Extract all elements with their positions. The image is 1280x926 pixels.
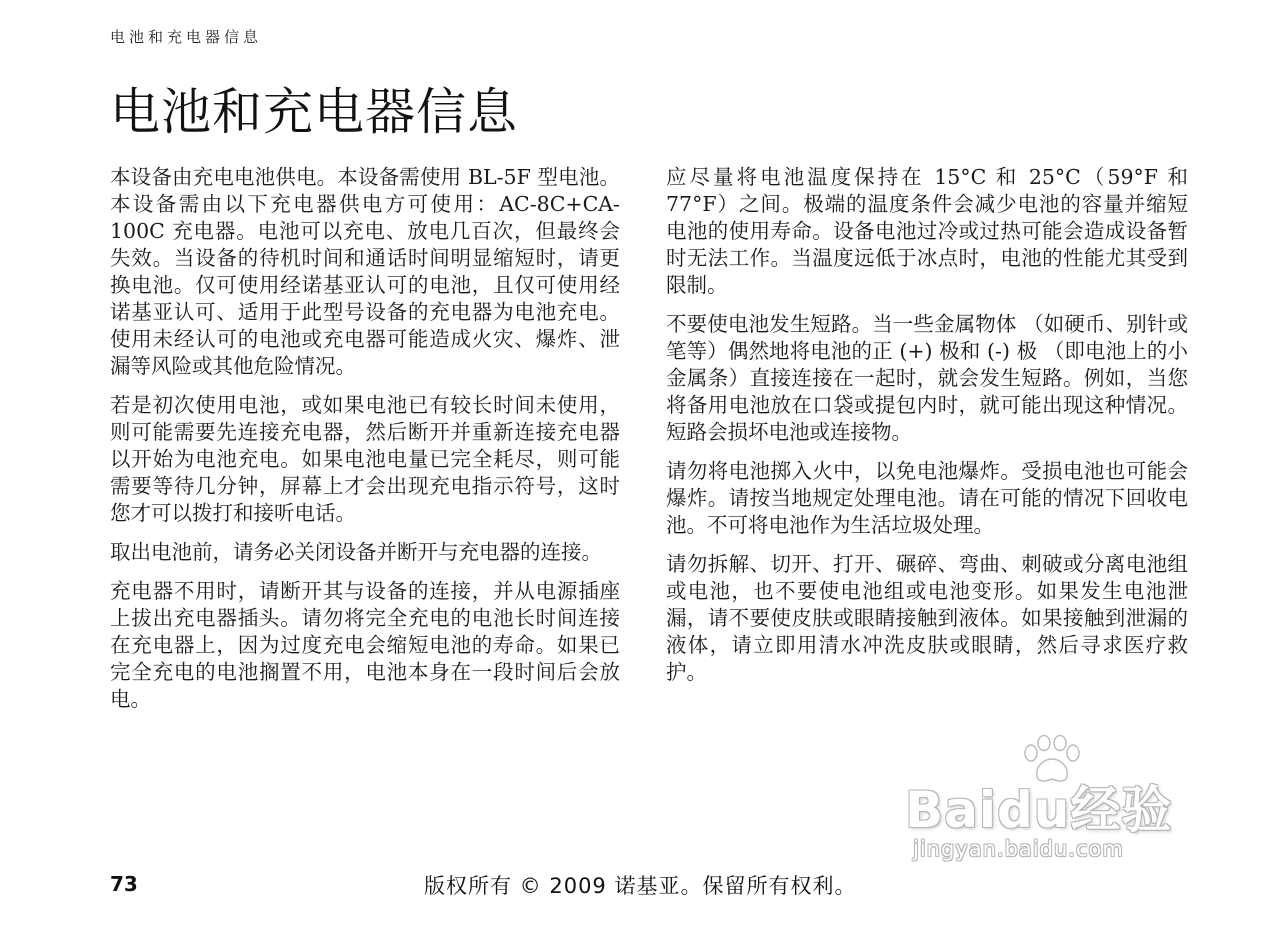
copyright-notice: 版权所有 © 2009 诺基亚。保留所有权利。: [424, 874, 857, 898]
paragraph: 若是初次使用电池，或如果电池已有较长时间未使用，则可能需要先连接充电器，然后断开并重新连接充电器以开始为电池充电。如果电池电量已完全耗尽，则可能需要等待几分钟，屏幕上才会出现充电指示符号，这时您才可以拨打和接听电话。: [110, 393, 620, 525]
watermark-url: jingyan.baidu.com: [913, 837, 1124, 861]
left-column: [110, 164, 620, 725]
paragraph: 本设备由充电电池供电。本设备需使用 BL-5F 型电池。本设备需由以下充电器供电方可使用：AC-8C+CA-100C 充电器。电池可以充电、放电几百次，但最终会失效。当设备的待机时间和通话时间明显缩短时，请更换电池。仅可使用经诺基亚认可的电池，且仅可使用经诺基亚认可、适用于此型号设备的充电器为电池充电。使用未经认可的电池或充电器可能造成火灾、爆炸、泄漏等风险或其他危险情况。: [110, 165, 620, 378]
right-column: [666, 164, 1188, 698]
baidu-watermark: [905, 735, 1205, 865]
paragraph: 不要使电池发生短路。当一些金属物体 （如硬币、别针或笔等）偶然地将电池的正 (+) 极和 (-) 极 （即电池上的小金属条）直接连接在一起时，就会发生短路。例如，当您将备用电池放在口袋或提包内时，就可能出现这种情况。短路会损坏电池或连接物。: [666, 312, 1188, 444]
paragraph: 取出电池前，请务必关闭设备并断开与充电器的连接。: [110, 540, 602, 564]
running-title: 电池和充电器信息: [110, 28, 263, 46]
watermark-logo-text: Baidu经验: [905, 781, 1173, 839]
page-title: 电池和充电器信息: [110, 83, 518, 141]
paragraph: 应尽量将电池温度保持在 15°C 和 25°C（59°F 和 77°F）之间。极端的温度条件会减少电池的容量并缩短电池的使用寿命。设备电池过冷或过热可能会造成设备暂时无法工作。当温度远低于冰点时，电池的性能尤其受到限制。: [666, 165, 1188, 297]
paragraph: 请勿拆解、切开、打开、碾碎、弯曲、刺破或分离电池组或电池，也不要使电池组或电池变形。如果发生电池泄漏，请不要使皮肤或眼睛接触到液体。如果接触到泄漏的液体，请立即用清水冲洗皮肤或眼睛，然后寻求医疗救护。: [666, 552, 1188, 684]
paragraph: 请勿将电池掷入火中，以免电池爆炸。受损电池也可能会爆炸。请按当地规定处理电池。请在可能的情况下回收电池。不可将电池作为生活垃圾处理。: [666, 459, 1188, 537]
page-number: 73: [110, 872, 138, 896]
paragraph: 充电器不用时，请断开其与设备的连接，并从电源插座上拔出充电器插头。请勿将完全充电的电池长时间连接在充电器上，因为过度充电会缩短电池的寿命。如果已完全充电的电池搁置不用，电池本身在一段时间后会放电。: [110, 579, 620, 711]
